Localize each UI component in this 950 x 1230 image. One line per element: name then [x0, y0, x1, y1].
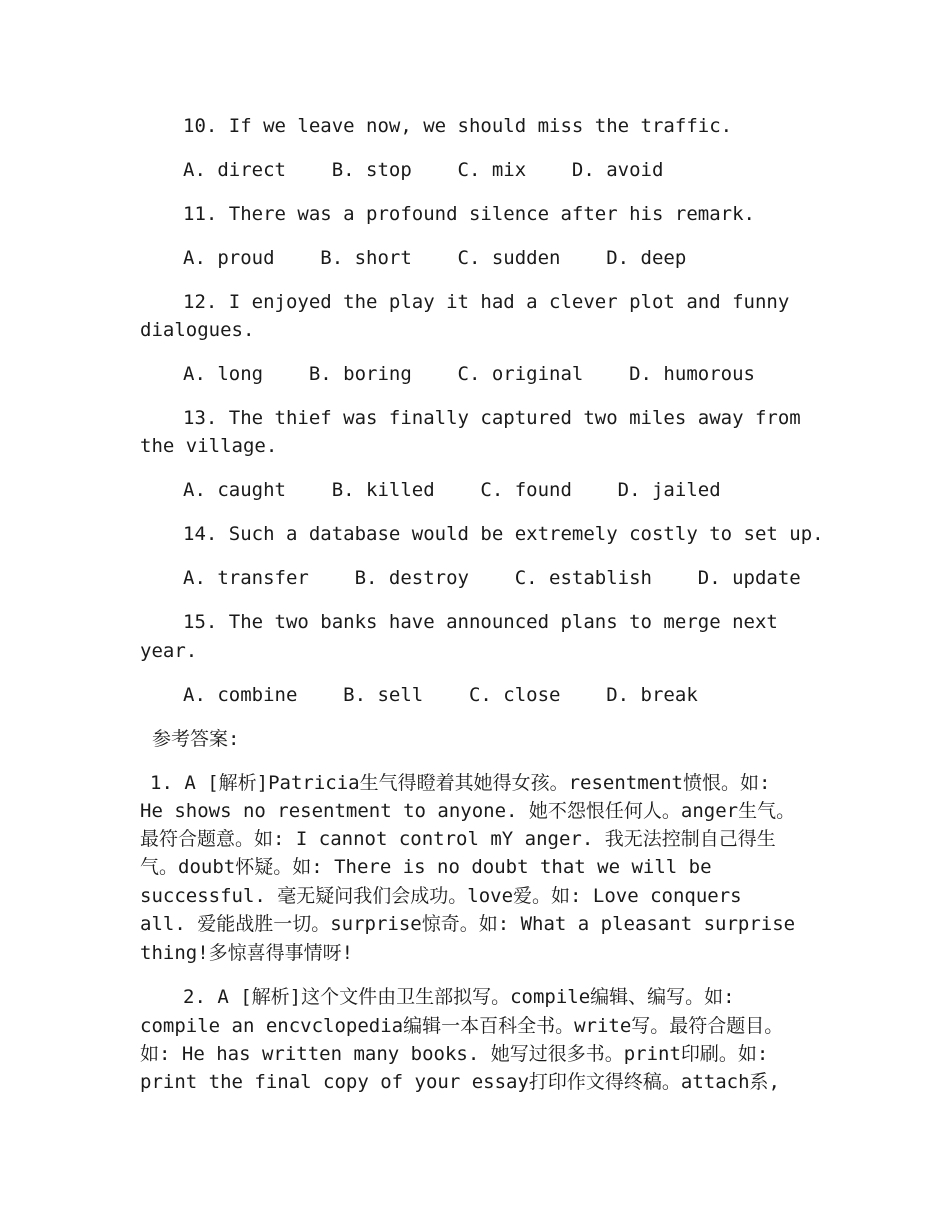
question-10-options: A. direct B. stop C. mix D. avoid [183, 159, 664, 181]
question-13-stem: 13. The thief was finally captured two miles away from [183, 407, 801, 429]
question-12-stem: 12. I enjoyed the play it had a clever plot and funny [183, 291, 790, 313]
answer-1-line-6: all. 爱能战胜一切。surprise惊奇。如: What a pleasant surprise [140, 913, 796, 935]
question-11-options: A. proud B. short C. sudden D. deep [183, 247, 687, 269]
question-15-options: A. combine B. sell C. close D. break [183, 684, 698, 706]
question-12-stem-continued: dialogues. [140, 319, 255, 341]
question-13-options: A. caught B. killed C. found D. jailed [183, 479, 721, 501]
answer-2-line-4: print the final copy of your essay打印作文得终稿。attach系, [140, 1071, 780, 1093]
answer-1-line-3: 最符合题意。如: I cannot control mY anger. 我无法控制自己得生 [140, 828, 776, 850]
answer-2-line-2: compile an encvclopedia编辑一本百科全书。write写。最符合题目。 [140, 1015, 784, 1037]
answer-1-line-1: 1. A [解析]Patricia生气得瞪着其她得女孩。resentment愤恨。如: [150, 772, 771, 794]
answer-2-line-3: 如: He has written many books. 她写过很多书。print印刷。如: [140, 1043, 769, 1065]
question-14-options: A. transfer B. destroy C. establish D. update [183, 567, 801, 589]
answer-1-line-2: He shows no resentment to anyone. 她不怨恨任何人。anger生气。 [140, 800, 796, 822]
question-13-stem-continued: the village. [140, 435, 278, 457]
question-10-stem: 10. If we leave now, we should miss the traffic. [183, 115, 733, 137]
question-15-stem-continued: year. [140, 640, 198, 662]
answer-1-line-4: 气。doubt怀疑。如: There is no doubt that we will be [140, 856, 712, 878]
answers-header: 参考答案: [152, 728, 240, 750]
question-15-stem: 15. The two banks have announced plans to merge next [183, 611, 778, 633]
answer-1-line-5: successful. 毫无疑问我们会成功。love爱。如: Love conquers [140, 885, 742, 907]
question-14-stem: 14. Such a database would be extremely costly to set up. [183, 523, 824, 545]
answer-1-line-7: thing!多惊喜得事情呀! [140, 942, 354, 964]
question-11-stem: 11. There was a profound silence after his remark. [183, 203, 755, 225]
answer-2-line-1: 2. A [解析]这个文件由卫生部拟写。compile编辑、编写。如: [183, 986, 735, 1008]
question-12-options: A. long B. boring C. original D. humorous [183, 363, 755, 385]
